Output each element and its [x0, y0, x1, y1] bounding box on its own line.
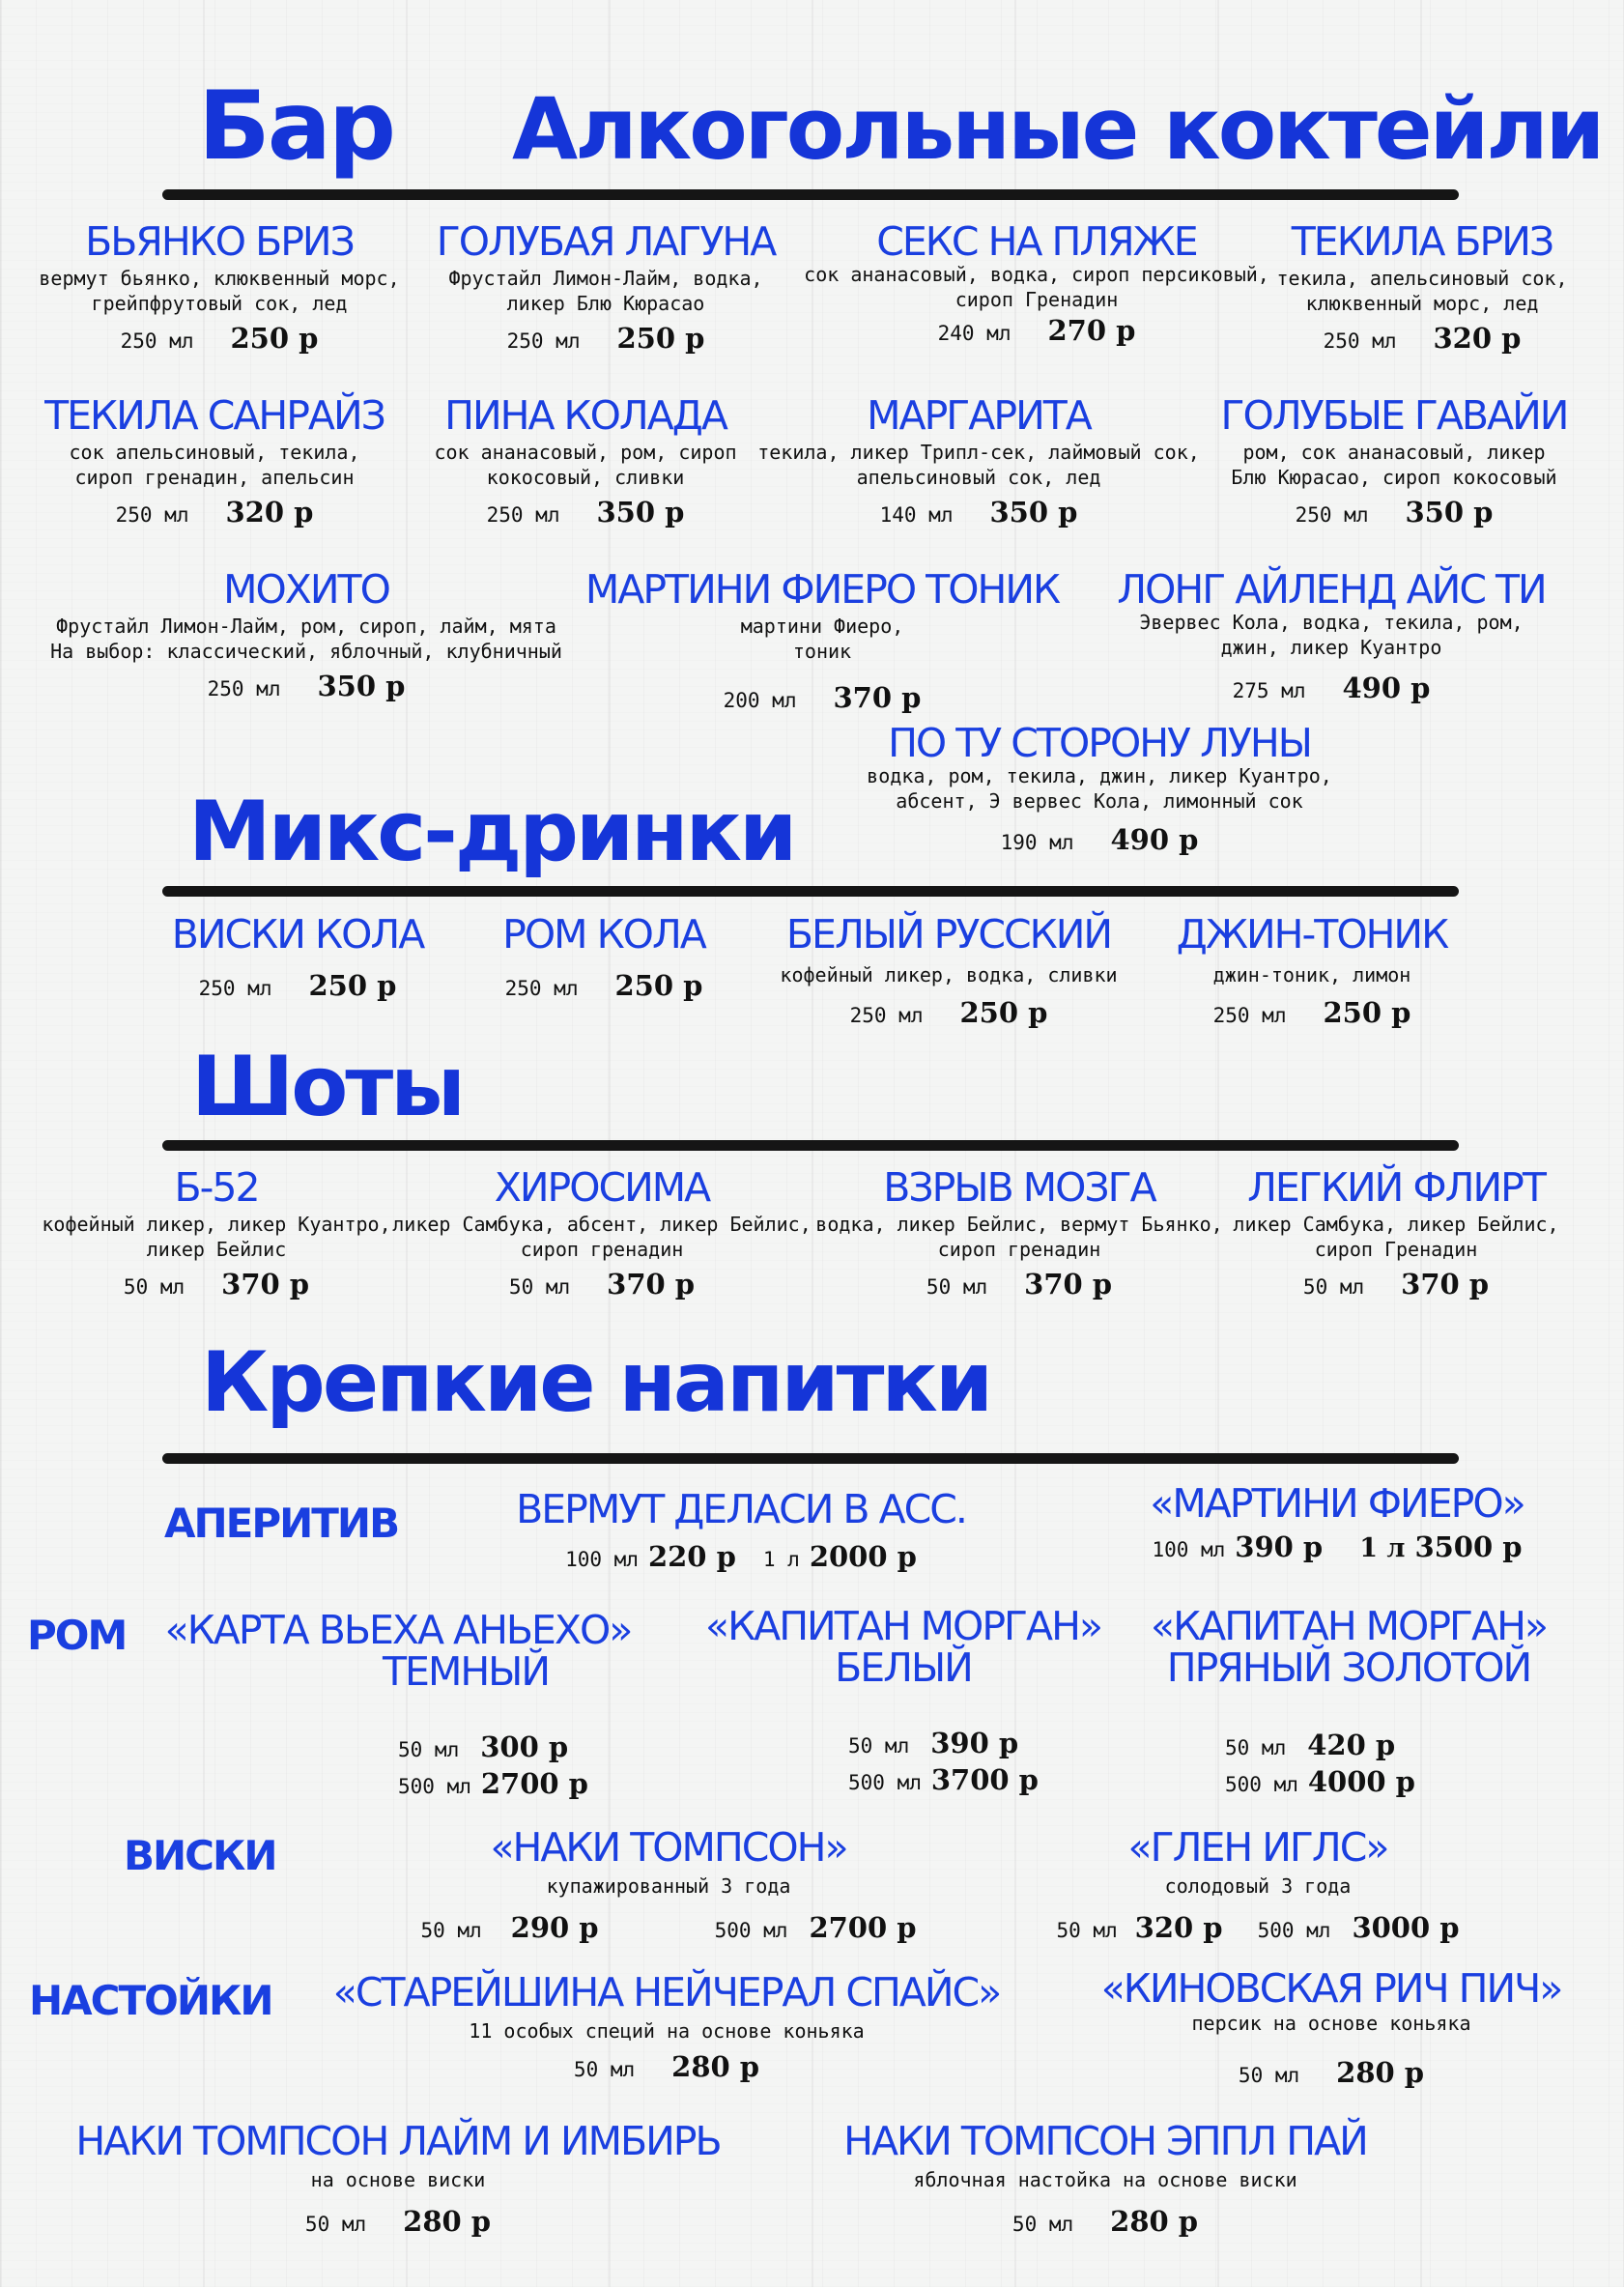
- item-price: 2700 р: [480, 1766, 588, 1800]
- item-price: 350 р: [317, 670, 406, 703]
- item-volume: 50 мл: [1238, 2063, 1300, 2087]
- item-name: «СТАРЕЙШИНА НЕЙЧЕРАЛ СПАЙС»: [332, 1969, 1001, 2015]
- item-price-row: [1221, 496, 1568, 529]
- item-description: ликер Самбука, абсент, ликер Бейлис, сироп гренадин: [392, 1213, 812, 1261]
- menu-item: [502, 913, 705, 1002]
- item-price-row: [44, 496, 385, 529]
- menu-item: [1056, 1826, 1459, 1944]
- item-name: БЕЛЫЙ РУССКИЙ: [785, 911, 1112, 958]
- menu-item: [1233, 1166, 1558, 1301]
- item-price: 280 р: [403, 2204, 492, 2238]
- menu-item: [39, 220, 399, 355]
- item-name: МАРТИНИ ФИЕРО ТОНИК: [584, 566, 1060, 613]
- item-price-row: [434, 496, 736, 529]
- item-description: 11 особых специй на основе коньяка: [469, 2019, 865, 2044]
- item-description: купажированный 3 года: [546, 1874, 791, 1899]
- section-title-mix: Микс-дринки: [188, 784, 795, 880]
- item-price-row: [1177, 996, 1447, 1029]
- item-description: на основе виски: [310, 2168, 486, 2192]
- divider: [162, 886, 1459, 897]
- item-price: 300 р: [480, 1730, 569, 1763]
- item-price-row: [50, 670, 562, 702]
- item-volume: 500 мл: [398, 1774, 471, 1798]
- item-name: НАКИ ТОМПСОН ЛАЙМ И ИМБИРЬ: [75, 2118, 721, 2164]
- item-price: 270 р: [1047, 314, 1136, 348]
- item-volume: 250 мл: [115, 503, 189, 528]
- item-volume: 50 мл: [1225, 1736, 1287, 1759]
- item-price: 350 р: [989, 496, 1078, 529]
- item-volume: 100 мл: [565, 1548, 639, 1572]
- item-name: БЬЯНКО БРИЗ: [85, 218, 354, 265]
- item-volume: 250 мл: [207, 677, 281, 701]
- item-price: 3000 р: [1352, 1910, 1460, 1944]
- category-label-whisky: ВИСКИ: [124, 1832, 276, 1879]
- item-price-row: [867, 823, 1332, 856]
- item-price-row: [757, 496, 1200, 529]
- item-description: ром, сок ананасовый, ликер Блю Кюрасао, сироп кокосовый: [1231, 441, 1557, 489]
- item-volume: 250 мл: [486, 503, 560, 528]
- menu-item: [815, 1166, 1222, 1301]
- item-volume: 250 мл: [1295, 503, 1369, 528]
- item-volume: 50 мл: [304, 2212, 367, 2236]
- item-volume: 50 мл: [420, 1918, 482, 1942]
- item-description: Фрустайл Лимон-Лайм, водка, ликер Блю Кюрасао: [448, 267, 763, 315]
- item-name: ПИНА КОЛАДА: [444, 392, 727, 439]
- item-price-row: [585, 681, 1059, 714]
- menu-item: [585, 568, 1059, 714]
- item-name: ВЗРЫВ МОЗГА: [883, 1164, 1155, 1211]
- item-name: ТЕКИЛА САНРАЙЗ: [44, 392, 385, 439]
- menu-item: [172, 913, 424, 1002]
- menu-item: [1117, 568, 1545, 704]
- item-name: «МАРТИНИ ФИЕРО»: [1150, 1480, 1524, 1527]
- item-volume: 50 мл: [1302, 1275, 1365, 1300]
- item-volume: 50 мл: [508, 1275, 571, 1300]
- item-description: персик на основе коньяка: [1191, 2012, 1471, 2036]
- item-price-row: [42, 1268, 390, 1301]
- item-price: 370 р: [833, 681, 922, 715]
- item-description: сок апельсиновый, текила, сироп гренадин, апельсин: [69, 441, 360, 489]
- item-description: текила, ликер Трипл-сек, лаймовый сок, апельсиновый сок, лед: [757, 441, 1200, 489]
- item-name: ГОЛУБАЯ ЛАГУНА: [436, 218, 776, 265]
- item-price-row: [1117, 672, 1545, 704]
- item-volume: 50 мл: [848, 1734, 910, 1758]
- item-price: 250 р: [308, 969, 397, 1003]
- menu-item: [44, 394, 385, 529]
- item-description: кофейный ликер, водка, сливки: [780, 963, 1118, 987]
- item-volume: 1 л: [1359, 1533, 1406, 1564]
- item-name: ВИСКИ КОЛА: [171, 911, 424, 958]
- menu-item: [434, 394, 736, 529]
- item-name: Б-52: [174, 1164, 259, 1211]
- item-price: 320 р: [225, 496, 314, 529]
- item-price: 250 р: [230, 322, 319, 356]
- menu-item: [420, 1826, 916, 1944]
- item-description: яблочная настойка на основе виски: [913, 2168, 1297, 2192]
- item-name: РОМ КОЛА: [502, 911, 705, 958]
- menu-item: [333, 1971, 1000, 2083]
- item-price-row: [516, 1540, 966, 1573]
- menu-item: [516, 1488, 966, 1573]
- item-volume: 50 мл: [123, 1275, 185, 1300]
- item-name: СЕКС НА ПЛЯЖЕ: [876, 218, 1197, 265]
- item-description: Фрустайл Лимон-Лайм, ром, сироп, лайм, мята На выбор: классический, яблочный, клубничный: [50, 615, 562, 663]
- menu-item: [1177, 913, 1447, 1029]
- menu-item: [1276, 220, 1567, 355]
- item-description: мартини Фиеро, тоник: [740, 615, 904, 663]
- item-volume: 275 мл: [1232, 679, 1306, 703]
- item-price: 390 р: [930, 1727, 1019, 1759]
- item-price: 250 р: [1323, 995, 1411, 1029]
- item-volume: 1 л: [762, 1548, 800, 1572]
- divider: [162, 189, 1459, 200]
- item-price-row: [1233, 1268, 1558, 1301]
- item-volume: 50 мл: [926, 1275, 988, 1300]
- item-price-row: [1150, 1530, 1524, 1563]
- item-price: 250 р: [959, 995, 1048, 1029]
- item-description: Эвервес Кола, водка, текила, ром, джин, ликер Куантро: [1139, 611, 1524, 659]
- menu-item: [1150, 1603, 1548, 1692]
- item-volume: 50 мл: [398, 1738, 460, 1761]
- item-volume: 500 мл: [1257, 1918, 1331, 1942]
- item-volume: 250 мл: [120, 329, 194, 354]
- item-price: 490 р: [1110, 823, 1199, 857]
- item-volume: 50 мл: [573, 2057, 636, 2081]
- item-description: водка, ром, текила, джин, ликер Куантро, абсент, Э вервес Кола, лимонный сок: [867, 764, 1332, 813]
- item-volume: 50 мл: [1011, 2212, 1074, 2236]
- item-price: 4000 р: [1307, 1764, 1415, 1798]
- item-price-row: [780, 996, 1117, 1029]
- item-name: МАРГАРИТА: [867, 392, 1091, 439]
- item-price: 350 р: [596, 496, 685, 529]
- item-price: 350 р: [1405, 496, 1494, 529]
- item-price: 490 р: [1342, 672, 1431, 705]
- menu-item: [780, 913, 1117, 1029]
- item-name: «КАПИТАН МОРГАН» БЕЛЫЙ: [704, 1603, 1102, 1692]
- item-name: ЛОНГ АЙЛЕНД АЙС ТИ: [1117, 566, 1546, 613]
- item-price-block: [398, 1730, 588, 1802]
- item-price-row: [1101, 2056, 1562, 2089]
- menu-item: [437, 220, 776, 355]
- item-price-row: [39, 322, 399, 355]
- item-price: 370 р: [1024, 1268, 1113, 1301]
- item-price: 2700 р: [809, 1910, 917, 1944]
- item-volume: 100 мл: [1152, 1538, 1226, 1562]
- item-name: «ГЛЕН ИГЛС»: [1127, 1824, 1388, 1871]
- item-price: 250 р: [616, 322, 705, 356]
- item-description: вермут бьянко, клюквенный морс, грейпфрутовый сок, лед: [39, 267, 400, 315]
- menu-item: [1101, 1967, 1562, 2089]
- item-price: 280 р: [671, 2049, 760, 2083]
- item-volume: 50 мл: [1056, 1918, 1118, 1942]
- item-price-row: [172, 969, 424, 1002]
- menu-item: [757, 394, 1200, 529]
- menu-item: [843, 2120, 1367, 2238]
- item-description: ликер Самбука, ликер Бейлис, сироп Гренадин: [1233, 1213, 1559, 1261]
- divider: [162, 1453, 1459, 1464]
- item-volume: 500 мл: [1225, 1772, 1298, 1796]
- item-name: ПО ТУ СТОРОНУ ЛУНЫ: [888, 720, 1311, 766]
- item-volume: 250 мл: [1323, 329, 1397, 354]
- item-price: 280 р: [1110, 2204, 1199, 2238]
- menu-item: [1221, 394, 1568, 529]
- item-price: 320 р: [1134, 1910, 1223, 1944]
- section-title-shots: Шоты: [191, 1039, 463, 1135]
- item-volume: 250 мл: [1212, 1003, 1287, 1027]
- item-price-row: [804, 314, 1269, 347]
- item-price-row: [392, 1268, 811, 1301]
- menu-item: [50, 568, 562, 702]
- item-price: 250 р: [614, 969, 703, 1003]
- item-name: «КИНОВСКАЯ РИЧ ПИЧ»: [1100, 1965, 1562, 2012]
- item-description: сок ананасовый, ром, сироп кокосовый, сливки: [434, 441, 737, 489]
- item-name: НАКИ ТОМПСОН ЭППЛ ПАЙ: [843, 2118, 1367, 2164]
- item-volume: 190 мл: [1000, 831, 1074, 855]
- item-price-row: [502, 969, 705, 1002]
- item-description: сок ананасовый, водка, сироп персиковый, сироп Гренадин: [804, 263, 1269, 311]
- item-volume: 240 мл: [937, 322, 1011, 346]
- item-price: 290 р: [510, 1910, 599, 1944]
- item-price: 220 р: [647, 1540, 736, 1574]
- item-price-row: [437, 322, 776, 355]
- item-description: джин-тоник, лимон: [1212, 963, 1411, 987]
- item-price: 370 р: [221, 1268, 310, 1301]
- item-price-row: [1276, 322, 1567, 355]
- item-price-row: [333, 2050, 1000, 2083]
- item-name: «НАКИ ТОМПСОН»: [490, 1824, 847, 1871]
- item-price-block: [1225, 1728, 1415, 1800]
- item-volume: 140 мл: [879, 503, 954, 528]
- divider: [162, 1140, 1459, 1151]
- item-volume: 250 мл: [506, 329, 581, 354]
- menu-item: [704, 1603, 1102, 1692]
- item-price-row: [815, 1268, 1222, 1301]
- menu-item: [164, 1607, 632, 1696]
- item-name: ЛЕГКИЙ ФЛИРТ: [1247, 1164, 1545, 1211]
- item-description: кофейный ликер, ликер Куантро, ликер Бейлис: [42, 1213, 391, 1261]
- menu-item: [867, 722, 1332, 856]
- category-label-rum: РОМ: [27, 1612, 127, 1659]
- menu-item: [392, 1166, 811, 1301]
- item-name: МОХИТО: [223, 566, 389, 613]
- section-title-cocktails: Алкогольные коктейли: [512, 79, 1603, 179]
- category-label-tinctures: НАСТОЙКИ: [29, 1977, 272, 2024]
- item-price: 390 р: [1235, 1530, 1324, 1564]
- item-volume: 500 мл: [714, 1918, 788, 1942]
- category-label-aperitif: АПЕРИТИВ: [164, 1500, 399, 1547]
- item-price: 2000 р: [809, 1540, 917, 1574]
- item-price: 3500 р: [1414, 1530, 1523, 1564]
- item-price: 3700 р: [930, 1762, 1039, 1796]
- item-name: ТЕКИЛА БРИЗ: [1291, 218, 1553, 265]
- menu-item: [75, 2120, 720, 2238]
- item-name: ХИРОСИМА: [494, 1164, 710, 1211]
- section-title-bar: Бар: [198, 71, 393, 182]
- item-name: «КАРТА ВЬЕХА АНЬЕХО» ТЕМНЫЙ: [164, 1607, 632, 1696]
- item-price-block: [848, 1726, 1039, 1798]
- item-price: 370 р: [1401, 1268, 1490, 1301]
- item-price: 370 р: [607, 1268, 696, 1301]
- item-description: водка, ликер Бейлис, вермут Бьянко, сироп гренадин: [815, 1213, 1223, 1261]
- menu-item: [1150, 1482, 1524, 1563]
- item-price-row: [1056, 1911, 1459, 1944]
- menu-item: [804, 220, 1269, 347]
- item-name: ДЖИН-ТОНИК: [1176, 911, 1448, 958]
- item-name: ГОЛУБЫЕ ГАВАЙИ: [1220, 392, 1568, 439]
- item-price: 420 р: [1307, 1729, 1396, 1761]
- item-volume: 250 мл: [849, 1003, 924, 1027]
- item-price: 320 р: [1433, 322, 1522, 356]
- item-price-row: [843, 2205, 1367, 2238]
- item-name: ВЕРМУТ ДЕЛАСИ В АСС.: [516, 1486, 966, 1532]
- item-volume: 200 мл: [723, 689, 797, 713]
- item-volume: 250 мл: [504, 977, 579, 1001]
- section-title-strong: Крепкие напитки: [201, 1334, 991, 1431]
- item-price-row: [420, 1911, 916, 1944]
- item-name: «КАПИТАН МОРГАН» ПРЯНЫЙ ЗОЛОТОЙ: [1150, 1603, 1548, 1692]
- menu-item: [42, 1166, 390, 1301]
- item-volume: 500 мл: [848, 1770, 922, 1794]
- item-price: 280 р: [1336, 2055, 1425, 2089]
- item-description: текила, апельсиновый сок, клюквенный морс, лед: [1276, 267, 1568, 315]
- item-description: солодовый 3 года: [1164, 1874, 1352, 1899]
- item-volume: 250 мл: [198, 977, 272, 1001]
- item-price-row: [75, 2205, 720, 2238]
